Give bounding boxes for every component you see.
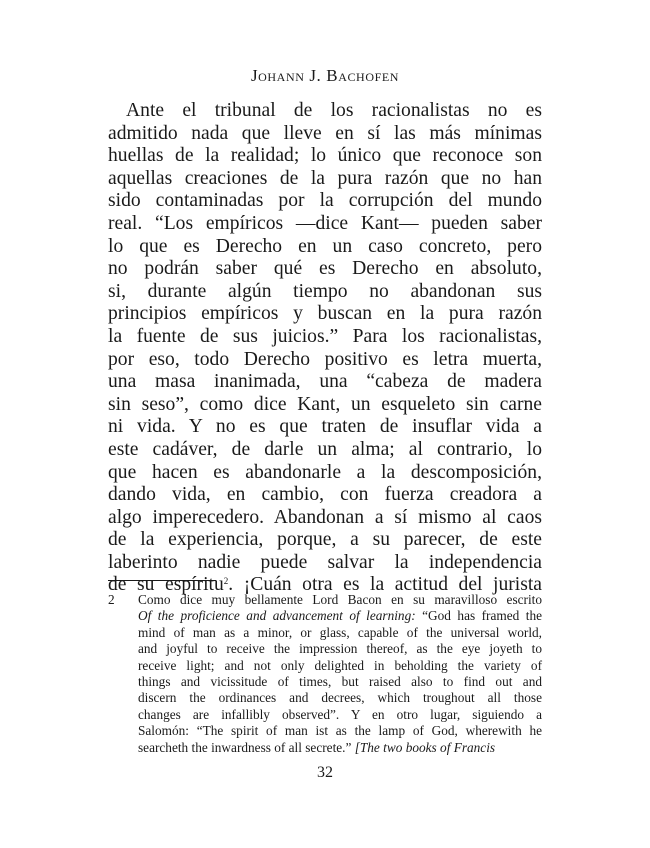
body-line: sin seso”, como dice Kant, un esqueleto sin carne: [108, 393, 542, 415]
body-line: no podrán saber qué es Derecho en absoluto,: [108, 258, 542, 280]
body-line: lo que es Derecho en un caso concreto, pero: [108, 235, 542, 257]
footnote-line: and joyful to receive the impression thereof, as the eye joyeth to: [138, 641, 542, 657]
body-line: una masa inanimada, una “cabeza de madera: [108, 371, 542, 393]
body-line: la fuente de sus juicios.” Para los racionalistas,: [108, 325, 542, 347]
body-line: por eso, todo Derecho positivo es letra muerta,: [108, 348, 542, 370]
footnote-line: things and vicissitude of times, but raised also to find out and: [138, 674, 542, 690]
book-title: [The two books of Francis: [354, 739, 496, 755]
footnote: [108, 592, 542, 756]
book-title: Of the proficience and advancement of learning:: [138, 608, 416, 624]
page-number: 32: [317, 764, 333, 781]
footnote-separator: [108, 580, 216, 581]
footnote-line: changes are infallibly observed”. Y en otro lugar, siguiendo a: [138, 706, 542, 722]
footnote-line: [138, 608, 542, 624]
body-line: que hacen es abandonarle a la descomposición,: [108, 461, 542, 483]
footnote-line: mind of man as a minor, or glass, capable of the universal world,: [138, 624, 542, 640]
body-line: algo imperecedero. Abandonan a sí mismo al caos: [108, 506, 542, 528]
footnote-reference[interactable]: 2: [223, 576, 229, 587]
body-line: de la experiencia, porque, a su parecer, de este: [108, 529, 542, 551]
footnote-line: discern the ordinances and decrees, which troughout all those: [138, 690, 542, 706]
body-line: dando vida, en cambio, con fuerza creadora a: [108, 484, 542, 506]
running-head: Johann J. Bachofen: [250, 66, 400, 85]
body-line: laberinto nadie puede salvar la independencia: [108, 551, 542, 573]
body-text: [108, 100, 542, 597]
body-line: real. “Los empíricos —dice Kant— pueden saber: [108, 212, 542, 234]
body-line: si, durante algún tiempo no abandonan sus: [108, 280, 542, 302]
footnote-line: Como dice muy bellamente Lord Bacon en su maravilloso escrito: [138, 592, 542, 607]
body-line: este cadáver, de darle un alma; al contrario, lo: [108, 438, 542, 460]
body-line: sido contaminadas por la corrupción del mundo: [108, 190, 542, 212]
body-line: Ante el tribunal de los racionalistas no es: [126, 100, 542, 121]
footnote-text-segment: searcheth the inwardness of all secrete.”: [138, 739, 355, 755]
footnote-body: [138, 592, 542, 756]
footnote-line: Salomón: “The spirit of man ist as the lamp of God, wherewith he: [138, 723, 542, 739]
body-line: huellas de la realidad; lo único que reconoce son: [108, 145, 542, 167]
footnote-line-last: [138, 740, 542, 756]
footnote-line: receive light; and not only delighted in beholding the variety of: [138, 657, 542, 673]
body-text-segment: . ¡Cuán otra es la actitud del jurista: [228, 574, 543, 596]
body-text-segment: de su espíritu: [108, 574, 224, 596]
body-line: aquellas creaciones de la pura razón que no han: [108, 167, 542, 189]
body-line: ni vida. Y no es que traten de insuflar vida a: [108, 416, 542, 438]
footnote-text-segment: “God has framed the: [415, 608, 542, 624]
body-line: principios empíricos y buscan en la pura razón: [108, 303, 542, 325]
footnote-number: 2: [108, 592, 115, 607]
body-line: admitido nada que lleve en sí las más mínimas: [108, 122, 542, 144]
